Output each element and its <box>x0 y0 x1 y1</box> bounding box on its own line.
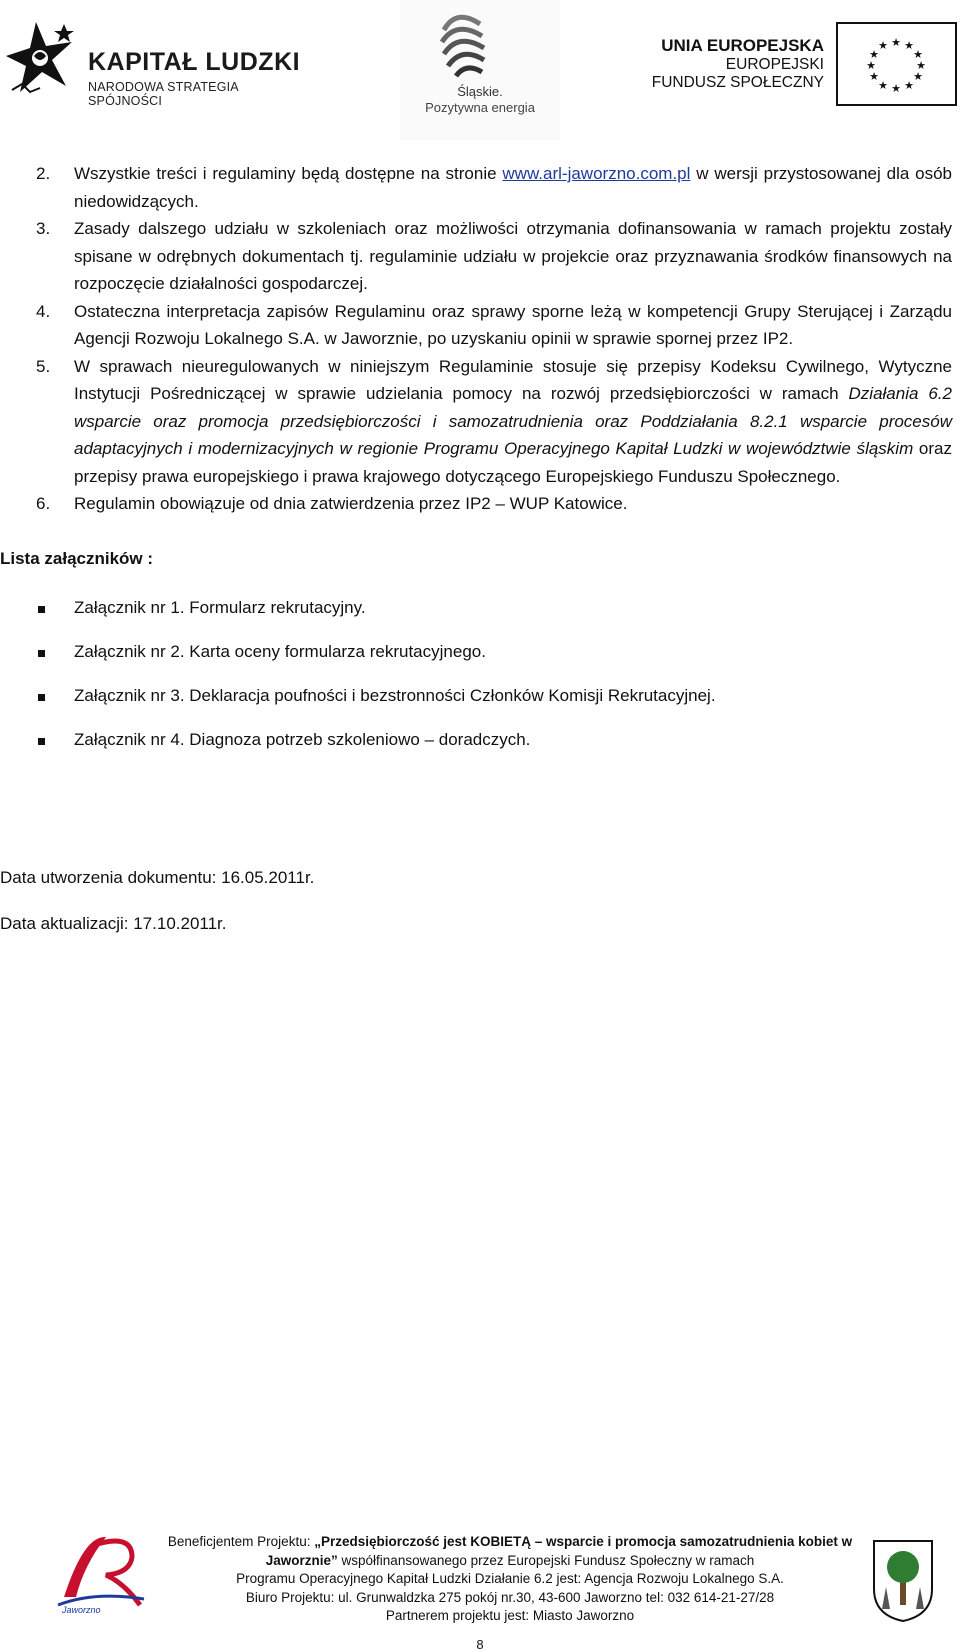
regulations-list <box>0 160 960 518</box>
bullet-icon <box>38 606 45 613</box>
kapital-ludzki-star-icon <box>6 20 80 100</box>
item-text: Zasady dalszego udziału w szkoleniach oraz możliwości otrzymania dofinansowania w ramach projektu zostały spisane w odrębnych dokumentach tj. regulaminie udziału w projekcie oraz przyznawania środków finansowych na rozpoczęcie działalności gospodarczej. <box>74 219 952 293</box>
bullet-icon <box>38 738 45 745</box>
svg-text:★: ★ <box>878 79 888 92</box>
item-number: 3. <box>36 219 51 238</box>
page-footer <box>0 1525 960 1652</box>
footer-text <box>160 1533 860 1626</box>
svg-text:★: ★ <box>913 70 923 83</box>
arl-logo-icon <box>54 1525 150 1615</box>
svg-text:★: ★ <box>904 79 914 92</box>
attachment-item: Załącznik nr 4. Diagnoza potrzeb szkoleniowo – doradczych. <box>74 730 531 749</box>
svg-text:★: ★ <box>869 48 879 61</box>
svg-text:★: ★ <box>869 70 879 83</box>
item-number: 5. <box>36 356 51 376</box>
slaskie-logo <box>400 0 560 140</box>
slaskie-name: Śląskie. <box>457 84 503 99</box>
item-text-italic: Działania 6.2 wsparcie oraz promocja przedsiębiorczości i samozatrudnienia oraz Poddziałania 8.2.1 wsparcie procesów adaptacyjnych i modernizacyjnych w regionie Programu Operacyjnego Kapitał Ludzki w województwie śląskim <box>74 384 953 458</box>
bullet-icon <box>38 650 45 657</box>
bullet-icon <box>38 694 45 701</box>
item-text: w wersji przystosowanej dla osób niedowidzących. <box>74 164 953 211</box>
list-item <box>0 490 960 518</box>
svg-text:★: ★ <box>878 39 888 52</box>
item-number: 2. <box>36 164 51 183</box>
update-date: Data aktualizacji: 17.10.2011r. <box>0 914 227 933</box>
list-item <box>0 160 960 215</box>
ue-line-2: EUROPEJSKI <box>725 56 824 73</box>
attachment-item: Załącznik nr 3. Deklaracja poufności i bezstronności Członków Komisji Rekrutacyjnej. <box>74 686 716 705</box>
slaskie-tagline: Pozytywna energia <box>425 100 535 115</box>
website-link[interactable]: www.arl-jaworzno.com.pl <box>502 164 691 183</box>
item-text: Ostateczna interpretacja zapisów Regulaminu oraz sprawy sporne leżą w kompetencji Grupy Sterującej i Zarządu Agencji Rozwoju Lokalnego S.A. w Jaworznie, po uzyskaniu opinii w sprawie spornej przez IP2. <box>74 301 952 348</box>
footer-line3: Biuro Projektu: ul. Grunwaldzka 275 pokój nr.30, 43-600 Jaworzno tel: 032 614-21-27/28 <box>245 1589 775 1605</box>
ue-logo-text <box>640 36 824 92</box>
list-item <box>0 353 960 491</box>
list-item <box>0 298 960 353</box>
attachments-heading: Lista załączników : <box>0 549 154 568</box>
eu-flag-icon <box>836 22 957 106</box>
footer-project-name: „Przedsiębiorczość jest KOBIETĄ – wsparcie i promocja samozatrudnienia kobiet w Jaworznie” <box>265 1534 853 1568</box>
kapital-ludzki-subtitle: NARODOWA STRATEGIA SPÓJNOŚCI <box>88 80 239 108</box>
footer-line2: Programu Operacyjnego Kapitał Ludzki Działanie 6.2 jest: Agencja Rozwoju Lokalnego S.A. <box>236 1571 784 1586</box>
svg-text:★: ★ <box>891 82 901 95</box>
ue-line-1: UNIA EUROPEJSKA <box>661 36 824 55</box>
item-text: Wszystkie treści i regulaminy będą dostępne na stronie <box>74 164 503 183</box>
svg-text:★: ★ <box>891 36 901 49</box>
svg-text:★: ★ <box>904 39 914 52</box>
arl-logo <box>54 1525 150 1615</box>
attachment-item: Załącznik nr 2. Karta oceny formularza rekrutacyjnego. <box>74 642 486 661</box>
creation-date: Data utworzenia dokumentu: 16.05.2011r. <box>0 868 315 887</box>
item-text: Regulamin obowiązuje od dnia zatwierdzenia przez IP2 – WUP Katowice. <box>74 494 628 513</box>
item-text: oraz przepisy prawa europejskiego i prawa krajowego dotyczącego Europejskiego Funduszu Społecznego. <box>74 439 953 486</box>
list-item <box>0 215 960 298</box>
footer-line1-post: współfinansowanego przez Europejski Fundusz Społeczny w ramach <box>337 1552 755 1568</box>
footer-line1-pre: Beneficjentem Projektu: <box>167 1534 315 1549</box>
item-number: 4. <box>36 301 51 321</box>
svg-text:★: ★ <box>866 59 876 72</box>
ue-line-3: FUNDUSZ SPOŁECZNY <box>651 74 824 91</box>
svg-text:★: ★ <box>916 59 926 72</box>
page-number: 8 <box>476 1637 484 1652</box>
page-header <box>0 0 960 140</box>
arl-logo-caption: Jaworzno <box>62 1605 101 1615</box>
item-text: W sprawach nieuregulowanych w niniejszym Regulaminie stosuje się przepisy Kodeksu Cywilnego, Wytyczne Instytucji Pośredniczącej w sprawie udzielania pomocy na rozwój przedsiębiorczości w ramach <box>74 356 952 403</box>
svg-text:★: ★ <box>913 48 923 61</box>
jaworzno-coat-of-arms-icon <box>872 1539 934 1623</box>
footer-line4: Partnerem projektu jest: Miasto Jaworzno <box>385 1608 635 1623</box>
kapital-ludzki-title: KAPITAŁ LUDZKI <box>88 48 301 76</box>
slaskie-waves-icon <box>400 0 560 84</box>
item-number: 6. <box>36 494 51 513</box>
attachment-item: Załącznik nr 1. Formularz rekrutacyjny. <box>74 598 366 617</box>
kapital-ludzki-logo <box>6 20 306 110</box>
